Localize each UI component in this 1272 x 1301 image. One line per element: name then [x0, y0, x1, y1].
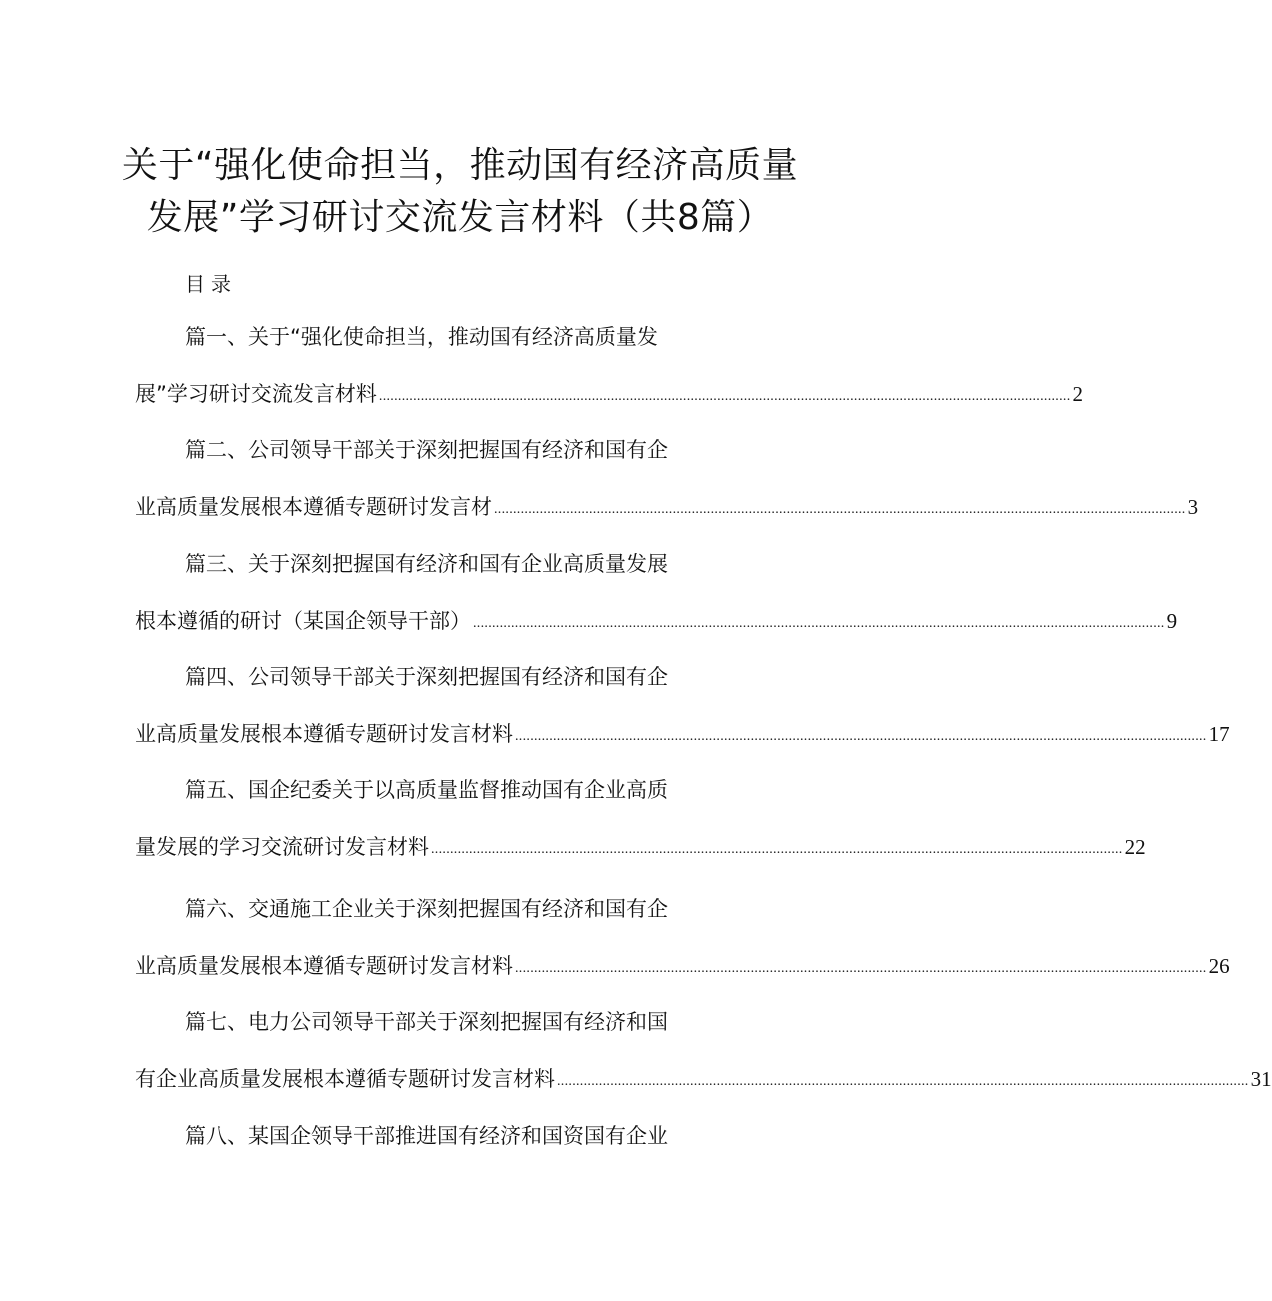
toc-entry-line2-row: [135, 1064, 1272, 1094]
toc-entry-line1: 篇八、某国企领导干部推进国有经济和国资国有企业: [185, 1124, 668, 1148]
toc-entry-line1: 篇六、交通施工企业关于深刻把握国有经济和国有企: [185, 897, 668, 921]
toc-entry-line1: 篇四、公司领导干部关于深刻把握国有经济和国有企: [185, 665, 668, 689]
toc-entry-line2: 根本遵循的研讨（某国企领导干部）: [135, 609, 471, 633]
toc-page-number: 3: [1187, 495, 1199, 519]
leader-dots: ......................................................................................................................................................................................: [557, 1074, 1249, 1089]
toc-entry-line1: 篇二、公司领导干部关于深刻把握国有经济和国有企: [185, 438, 668, 462]
toc-entry-line2-row: [135, 492, 1199, 522]
toc-entry-line1: 篇七、电力公司领导干部关于深刻把握国有经济和国: [185, 1010, 668, 1034]
toc-entry-line2-row: [135, 379, 1083, 409]
leader-dots: ......................................................................................................................................................................................: [378, 389, 1071, 404]
toc-page-number: 2: [1072, 382, 1083, 406]
toc-entry-line2: 业高质量发展根本遵循专题研讨发言材料: [135, 954, 513, 978]
toc-entry-line2: 量发展的学习交流研讨发言材料: [135, 835, 429, 859]
leader-dots: ......................................................................................................................................................................................: [515, 961, 1207, 976]
toc-entry-line1: 篇三、关于深刻把握国有经济和国有企业高质量发展: [185, 552, 668, 576]
toc-entry-line2-row: [135, 951, 1230, 981]
leader-dots: ......................................................................................................................................................................................: [473, 616, 1165, 631]
toc-entry-line2: 业高质量发展根本遵循专题研讨发言材: [135, 495, 492, 519]
toc-entry-line2-row: [135, 832, 1146, 862]
toc-entry-line2: 有企业高质量发展根本遵循专题研讨发言材料: [135, 1067, 555, 1091]
toc-entry-line2-row: [135, 719, 1230, 749]
toc-page-number: 31: [1250, 1067, 1272, 1091]
toc-entry-line1: 篇一、关于“强化使命担当，推动国有经济高质量发: [185, 325, 658, 349]
toc-heading: 目录: [185, 272, 237, 296]
toc-page-number: 22: [1124, 835, 1146, 859]
leader-dots: ......................................................................................................................................................................................: [494, 502, 1186, 517]
toc-page-number: 9: [1166, 609, 1178, 633]
toc-entry-line2-row: [135, 606, 1178, 636]
leader-dots: ......................................................................................................................................................................................: [515, 729, 1207, 744]
title-line-2: 发展”学习研讨交流发言材料（共8篇）: [146, 197, 774, 238]
toc-entry-line1: 篇五、国企纪委关于以高质量监督推动国有企业高质: [185, 778, 668, 802]
toc-page-number: 17: [1208, 722, 1230, 746]
toc-entry-line2: 业高质量发展根本遵循专题研讨发言材料: [135, 722, 513, 746]
toc-page-number: 26: [1208, 954, 1230, 978]
leader-dots: ......................................................................................................................................................................................: [431, 842, 1123, 857]
toc-entry-line2: 展”学习研讨交流发言材料: [135, 382, 377, 406]
document-title: [110, 140, 810, 244]
title-line-1: 关于“强化使命担当，推动国有经济高质量: [121, 145, 799, 186]
